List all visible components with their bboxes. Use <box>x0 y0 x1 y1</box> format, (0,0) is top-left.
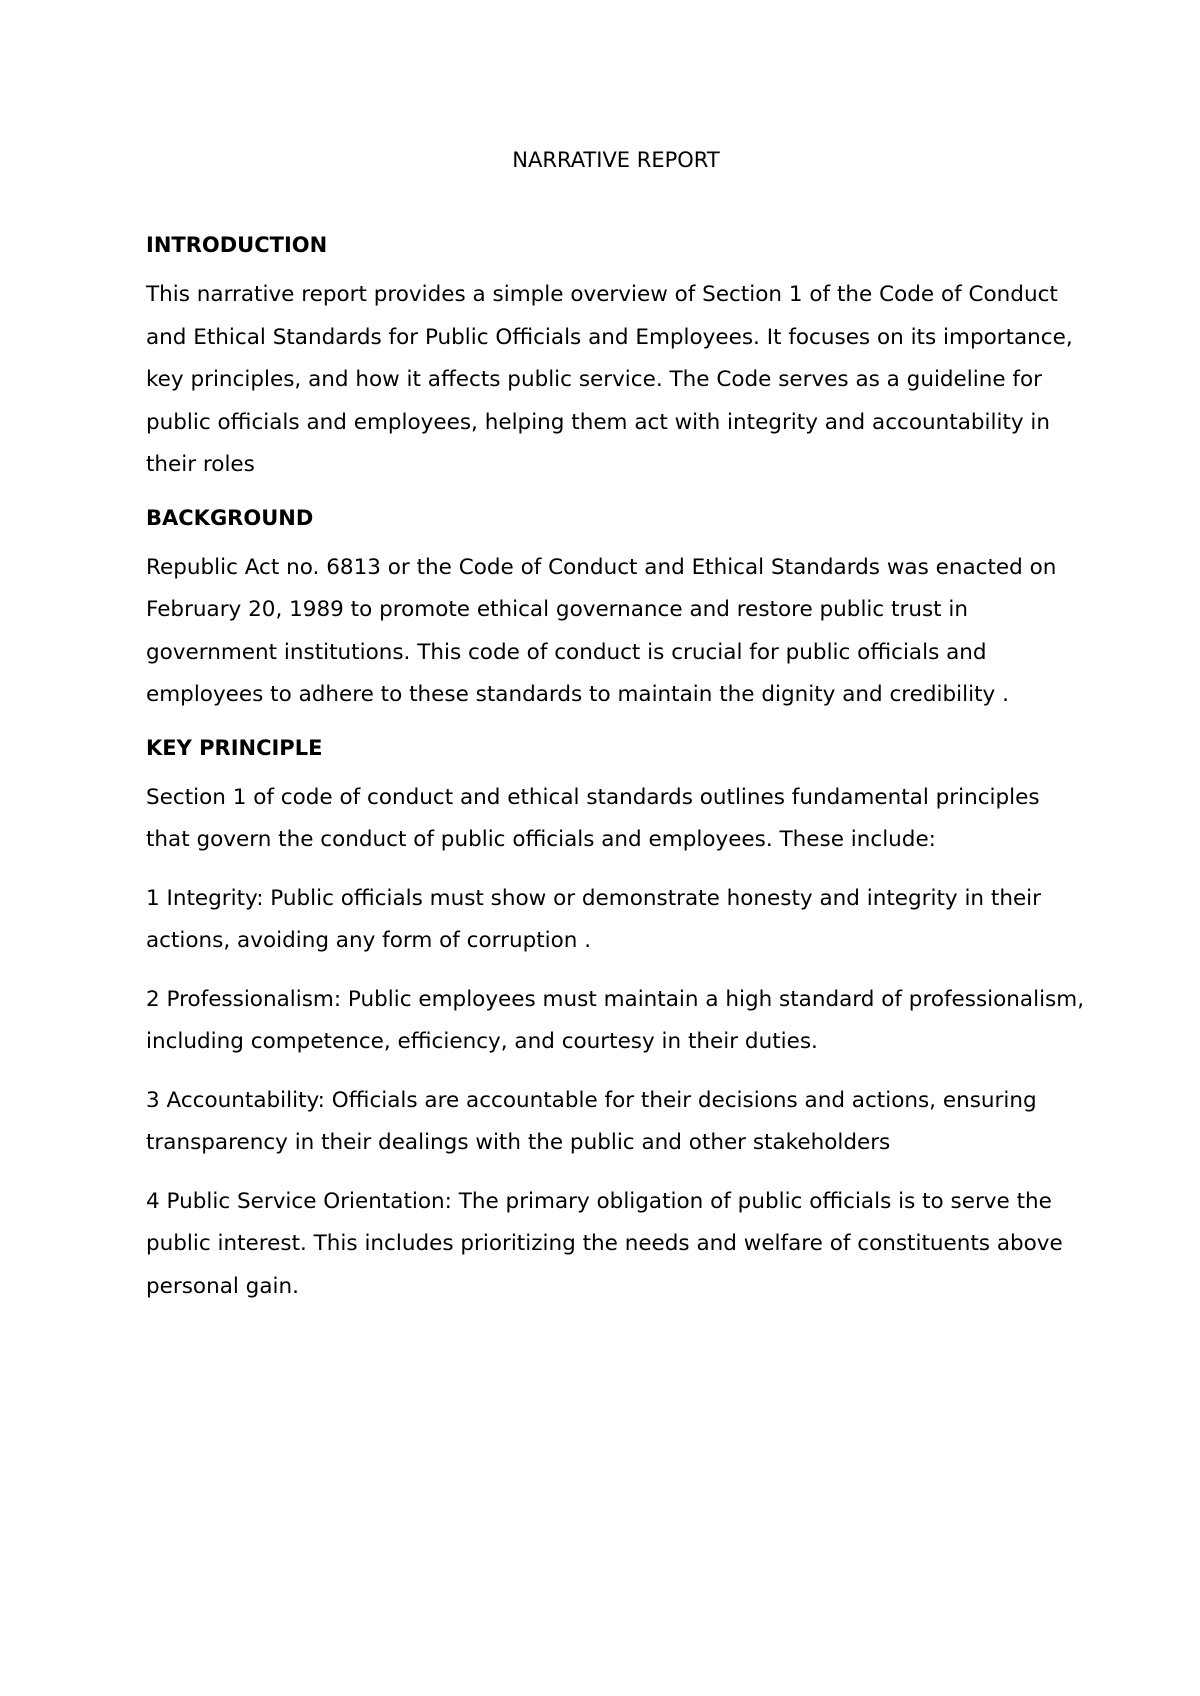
section-heading: BACKGROUND <box>146 505 314 530</box>
paragraph: Republic Act no. 6813 or the Code of Conduct and Ethical Standards was enacted on February 20, 1989 to promote ethical governance and restore public trust in government institutions. This code of conduct is crucial for public officials and employees to adhere to these standards to maintain the dignity and credibility . <box>146 554 1057 707</box>
document-body <box>146 140 1086 1324</box>
document-title: NARRATIVE REPORT <box>512 148 720 172</box>
principle-item: 3 Accountability: Officials are accountable for their decisions and actions, ensuring transparency in their dealings with the public and other stakeholders <box>146 1087 1037 1155</box>
principle-item: 4 Public Service Orientation: The primary obligation of public officials is to serve the public interest. This includes prioritizing the needs and welfare of constituents above personal gain. <box>146 1188 1063 1299</box>
principle-item: 1 Integrity: Public officials must show or demonstrate honesty and integrity in their actions, avoiding any form of corruption . <box>146 885 1041 953</box>
section-heading: INTRODUCTION <box>146 233 328 257</box>
principle-item: 2 Professionalism: Public employees must maintain a high standard of professionalism, including competence, efficiency, and courtesy in their duties. <box>146 986 1085 1054</box>
section-background <box>146 503 1086 717</box>
paragraph: This narrative report provides a simple overview of Section 1 of the Code of Conduct and Ethical Standards for Public Officials and Employees. It focuses on its importance, key principles, and how it affects public service. The Code serves as a guideline for public officials and employees, helping them act with integrity and accountability in their roles <box>146 282 1073 477</box>
section-introduction <box>146 230 1086 487</box>
paragraph: Section 1 of code of conduct and ethical standards outlines fundamental principles that govern the conduct of public officials and employees. These include: <box>146 784 1040 852</box>
section-heading: KEY PRINCIPLE <box>146 735 323 760</box>
section-key-principle <box>146 733 1086 1309</box>
